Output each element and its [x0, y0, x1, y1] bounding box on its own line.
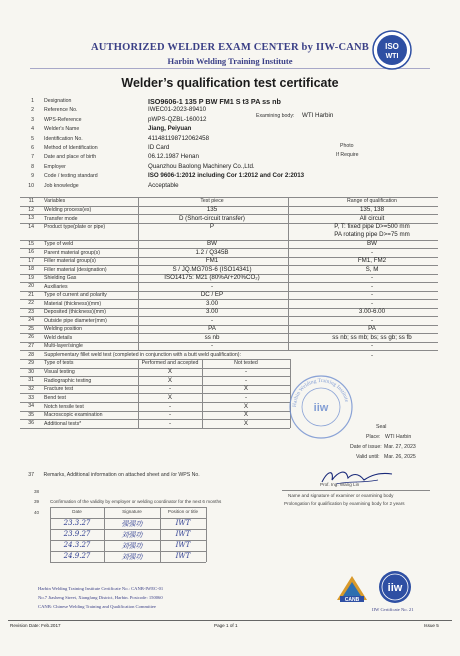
iiw-certificate-no: IIW Certificate No. 21: [372, 607, 414, 612]
svg-text:iiw: iiw: [313, 402, 329, 414]
header-rule: [30, 68, 430, 69]
not-tested-mark: -: [244, 394, 248, 401]
row-number: 32: [28, 386, 34, 392]
confirm-date: 24.9.27: [63, 552, 91, 560]
row-number: 6: [31, 145, 34, 151]
remarks-row: 37 Remarks, Additional information on attached sheet and /or WPS No.: [28, 472, 200, 478]
test-label: Visual testing: [44, 369, 75, 376]
row-number: 8: [31, 163, 34, 170]
range-value: ss nb; ss mb; bs; ss gb; ss fb: [332, 333, 412, 341]
page-number: Page 1 of 1: [214, 623, 238, 628]
row-number: 1: [31, 98, 34, 104]
test-piece-value: BW: [207, 240, 217, 248]
confirm-header: Date: [72, 509, 82, 514]
test-piece-value: ISO14175: M21 (80%Ar+20%CO₂): [164, 274, 260, 282]
footer-line-1: Harbin Welding Training Institute Certificate No.: CANB-IWEC-01: [38, 586, 164, 591]
performed-mark: X: [167, 368, 173, 376]
row-number: 23: [28, 308, 34, 315]
confirm-position: IWT: [175, 519, 191, 527]
tests-header-label: Type of tests: [44, 360, 74, 366]
test-piece-value: P: [209, 223, 215, 231]
iiw-logo: [378, 570, 412, 604]
row-number: 28: [28, 352, 34, 358]
row-number: 31: [28, 377, 34, 384]
range-value: -: [370, 291, 374, 299]
row-label: Method of Identification: [44, 145, 98, 151]
table-col-rule: [206, 507, 207, 562]
not-tested-mark: X: [243, 402, 249, 410]
row-38: 38: [34, 489, 40, 494]
var-label: Welding process(es): [44, 207, 92, 213]
row-number: 25: [28, 325, 34, 332]
var-label: Transfer mode: [44, 215, 78, 222]
confirm-signature: 刘强功: [121, 531, 143, 539]
supplementary-value: -: [370, 351, 374, 359]
test-label: Bend test: [44, 394, 66, 401]
performed-mark: -: [168, 419, 172, 427]
iso-text: ISO: [385, 42, 399, 51]
examiner-name: Prof. Ing. Wang Lin: [320, 482, 360, 487]
var-label: Filler material group(s): [44, 258, 96, 264]
var-label: Multi-layer/single: [44, 343, 83, 349]
var-label: Welding position: [44, 326, 82, 332]
row-number: 17: [28, 257, 34, 264]
row-label: Date and place of birth: [44, 154, 97, 161]
row-number: 11: [28, 198, 34, 204]
row-label: Employer: [44, 163, 66, 170]
not-tested-mark: -: [244, 376, 248, 384]
row-value: IWEC01-2023-89410: [148, 106, 207, 114]
not-tested-mark: X: [243, 385, 249, 393]
confirm-position: IWT: [175, 530, 191, 538]
test-piece-value: -: [210, 282, 214, 290]
var-label: Shielding Gas: [44, 275, 77, 281]
not-tested-header: Not tested: [234, 360, 258, 366]
confirm-header: Signature: [122, 509, 142, 514]
place-value: WTI Harbin: [385, 434, 412, 440]
row-number: 22: [28, 300, 34, 307]
row-value: Jiang, Peiyuan: [148, 125, 192, 133]
row-number: 29: [28, 360, 34, 366]
not-tested-mark: -: [244, 368, 248, 376]
examiner-caption: Name and signature of examiner or examining body: [288, 493, 394, 498]
test-piece-value: -: [210, 316, 214, 324]
svg-text:iiw: iiw: [387, 582, 403, 594]
examining-body-value: WTI Harbin: [302, 112, 334, 119]
var-label: Deposited (thickness)(mm): [44, 309, 106, 315]
confirm-date: 23.3.27: [63, 519, 91, 527]
test-label: Notch tensile test: [44, 403, 84, 410]
range-value: 135, 138: [359, 206, 385, 214]
row-value: pWPS-QZBL-160012: [148, 115, 207, 123]
row-number: 19: [28, 274, 34, 281]
range-value: S, M: [365, 265, 379, 273]
var-label: Auxiliaries: [44, 283, 68, 290]
row-number: 5: [31, 135, 34, 142]
wti-text: WTI: [385, 53, 399, 60]
row-number: 15: [28, 240, 34, 247]
range-value: -: [370, 316, 374, 324]
range-value: P, T: fixed pipe D>=500 mm: [334, 223, 410, 231]
performed-header: Performed and accepted: [141, 360, 199, 366]
examining-body-label: Examining body:: [256, 113, 295, 119]
range-value: -: [370, 248, 374, 256]
row-number: 35: [28, 411, 34, 418]
certificate-title: Welder’s qualification test certificate: [121, 76, 339, 90]
confirm-position: IWT: [175, 552, 191, 560]
range-value: -: [370, 342, 374, 350]
row-value: ISO 9606-1:2012 including Cor 1:2012 and Cor 2:2013: [148, 172, 305, 180]
performed-mark: -: [168, 385, 172, 393]
test-label: Fracture test: [44, 386, 74, 393]
test-piece-value: FM1: [205, 257, 219, 265]
test-piece-value: PA: [208, 325, 216, 333]
table-rule: [50, 507, 206, 508]
row-label: WPS-Reference: [44, 116, 82, 123]
var-label: Product type(plate or pipe): [44, 224, 106, 230]
confirm-signature: 刘强功: [121, 542, 143, 550]
row-number: 2: [31, 107, 34, 114]
remarks-text: Remarks, Additional information on attached sheet and /or WPS No.: [43, 472, 200, 478]
test-piece-value: 3.00: [205, 299, 219, 307]
range-value: -: [370, 282, 374, 290]
test-piece-value: ss nb: [204, 333, 220, 341]
valid-until-value: Mar. 26, 2025: [384, 454, 416, 460]
table-col-rule: [202, 359, 203, 428]
var-label: Parent material group(s): [44, 249, 100, 256]
examiner-rule: [282, 490, 430, 491]
row-number: 27: [28, 342, 34, 349]
test-piece-value: 1.2 / Q345B: [195, 248, 229, 256]
date-of-issue-value: Mar. 27, 2023: [384, 444, 416, 450]
test-label: Radiographic testing: [44, 377, 92, 384]
svg-text:CANB: CANB: [344, 597, 360, 603]
row-number: 36: [28, 420, 34, 427]
test-piece-value: -: [210, 342, 214, 350]
var-label: Filler material (designation): [44, 266, 107, 273]
iso-wti-badge: [372, 30, 412, 70]
row-label: Code / testing standard: [44, 173, 98, 180]
var-label: Type of current and polarity: [44, 292, 107, 298]
range-header: Range of qualification: [347, 198, 397, 204]
revision-date: Revision Date: Feb.2017: [10, 623, 61, 628]
row-value: 411481198712062458: [148, 134, 210, 142]
supplementary-text: Supplementary fillet weld test (completed in conjunction with a butt weld qualification):: [44, 352, 241, 358]
var-label: Outside pipe diameter(mm): [44, 317, 107, 324]
confirm-position: IWT: [175, 541, 191, 549]
range-value: FM1, FM2: [357, 257, 387, 265]
row-number: 7: [31, 154, 34, 161]
canb-logo: [334, 574, 370, 604]
confirm-text: Confirmation of the validity by employer or welding coordinator for the next 6 months: [50, 499, 222, 504]
row-number: 34: [28, 403, 34, 410]
performed-mark: -: [168, 411, 172, 419]
test-piece-value: 135: [206, 206, 218, 214]
var-label: Weld details: [44, 334, 73, 341]
row-number: 20: [28, 283, 34, 290]
row-40: 40: [34, 510, 40, 515]
test-label: Macroscopic examination: [44, 412, 103, 419]
row-label: Job knowledge: [44, 182, 79, 189]
range-value: BW: [367, 240, 377, 248]
var-header-label: Variables: [44, 198, 66, 204]
row-label: Welder's Name: [44, 126, 80, 133]
row-number: 30: [28, 368, 34, 375]
issue-number: Issue 5: [424, 623, 439, 628]
row-label: Designation: [44, 98, 72, 104]
range-value: -: [370, 299, 374, 307]
performed-mark: X: [167, 376, 173, 384]
row-value: Quanzhou Baolong Machinery Co.,Ltd.: [148, 162, 255, 170]
row-number: 12: [28, 206, 34, 213]
confirm-signature: 刘强功: [121, 553, 143, 561]
row-number: 10: [28, 182, 34, 189]
test-piece-value: S / JQ.MG70S-6 (ISO14341): [172, 265, 252, 273]
var-label: Type of weld: [44, 241, 74, 247]
photo-note: If Require: [336, 152, 359, 158]
valid-until-label: Valid until:: [356, 454, 380, 460]
range-value: All circuit: [359, 214, 385, 222]
row-number: 24: [28, 317, 34, 324]
row-39: 39: [34, 499, 40, 504]
prolongation-text: Prolongation for qualification by examining body for 2 years: [284, 501, 405, 506]
row-number: 21: [28, 291, 34, 298]
confirm-date: 23.9.27: [63, 530, 91, 538]
table-rule: [50, 562, 206, 563]
row-number: 16: [28, 249, 34, 256]
row-value: 06.12.1987 Henan: [148, 153, 199, 161]
row-number: 9: [31, 173, 34, 180]
performed-mark: X: [167, 394, 173, 401]
footer-line-2: No.7 Jiasheng Street, Xiangfang District, Harbin. Postcode: 150060: [38, 595, 163, 600]
test-piece-value: DC / EP: [200, 291, 224, 299]
row-number: 4: [31, 126, 34, 133]
seal-label: Seal: [376, 424, 387, 430]
table-col-rule: [138, 197, 139, 350]
test-piece-value: D (Short-circuit transfer): [178, 214, 245, 222]
photo-label: Photo: [340, 143, 354, 149]
row-value: Acceptable: [148, 181, 179, 189]
date-of-issue-label: Date of issue:: [350, 444, 382, 450]
table-col-rule: [288, 197, 289, 350]
org-subtitle: Harbin Welding Training Institute: [167, 56, 293, 66]
test-label: Additional tests*: [44, 420, 82, 427]
table-rule: [20, 428, 290, 429]
row-number: 13: [28, 215, 34, 222]
institute-seal: [288, 374, 354, 440]
not-tested-mark: X: [243, 419, 249, 427]
range-value: -: [370, 274, 374, 282]
performed-mark: -: [168, 402, 172, 410]
confirm-header: Position or title: [167, 509, 199, 514]
table-col-rule: [138, 359, 139, 428]
test-piece-value: 3.00: [205, 308, 219, 316]
test-piece-header: Test piece: [200, 198, 224, 204]
range-value-2: PA rotating pipe D>=75 mm: [334, 231, 410, 239]
footer-line-3: CANB: Chinese Welding Training and Qualification Committee: [38, 604, 156, 609]
row-number: 14: [28, 223, 34, 230]
row-number: 26: [28, 334, 34, 341]
row-value: ISO9606-1 135 P BW FM1 S t3 PA ss nb: [148, 97, 281, 106]
row-number: 18: [28, 266, 34, 273]
footer-rule: [8, 620, 452, 621]
org-title: AUTHORIZED WELDER EXAM CENTER by IIW-CANB: [90, 42, 370, 53]
row-label: Reference No.: [44, 107, 78, 114]
range-value: 3.00-6.00: [358, 308, 386, 316]
range-value: PA: [368, 325, 376, 333]
row-value: ID Card: [148, 144, 170, 151]
row-number: 3: [31, 116, 34, 123]
var-label: Material (thickness)(mm): [44, 300, 102, 307]
not-tested-mark: X: [243, 411, 249, 419]
row-number: 33: [28, 394, 34, 401]
place-label: Place:: [366, 434, 381, 440]
row-label: Identification No.: [44, 135, 83, 142]
confirm-signature: 强强功: [121, 520, 143, 528]
confirm-date: 24.3.27: [63, 541, 91, 549]
seal-ring-text: Harbin Welding Training Institute: [291, 377, 350, 408]
